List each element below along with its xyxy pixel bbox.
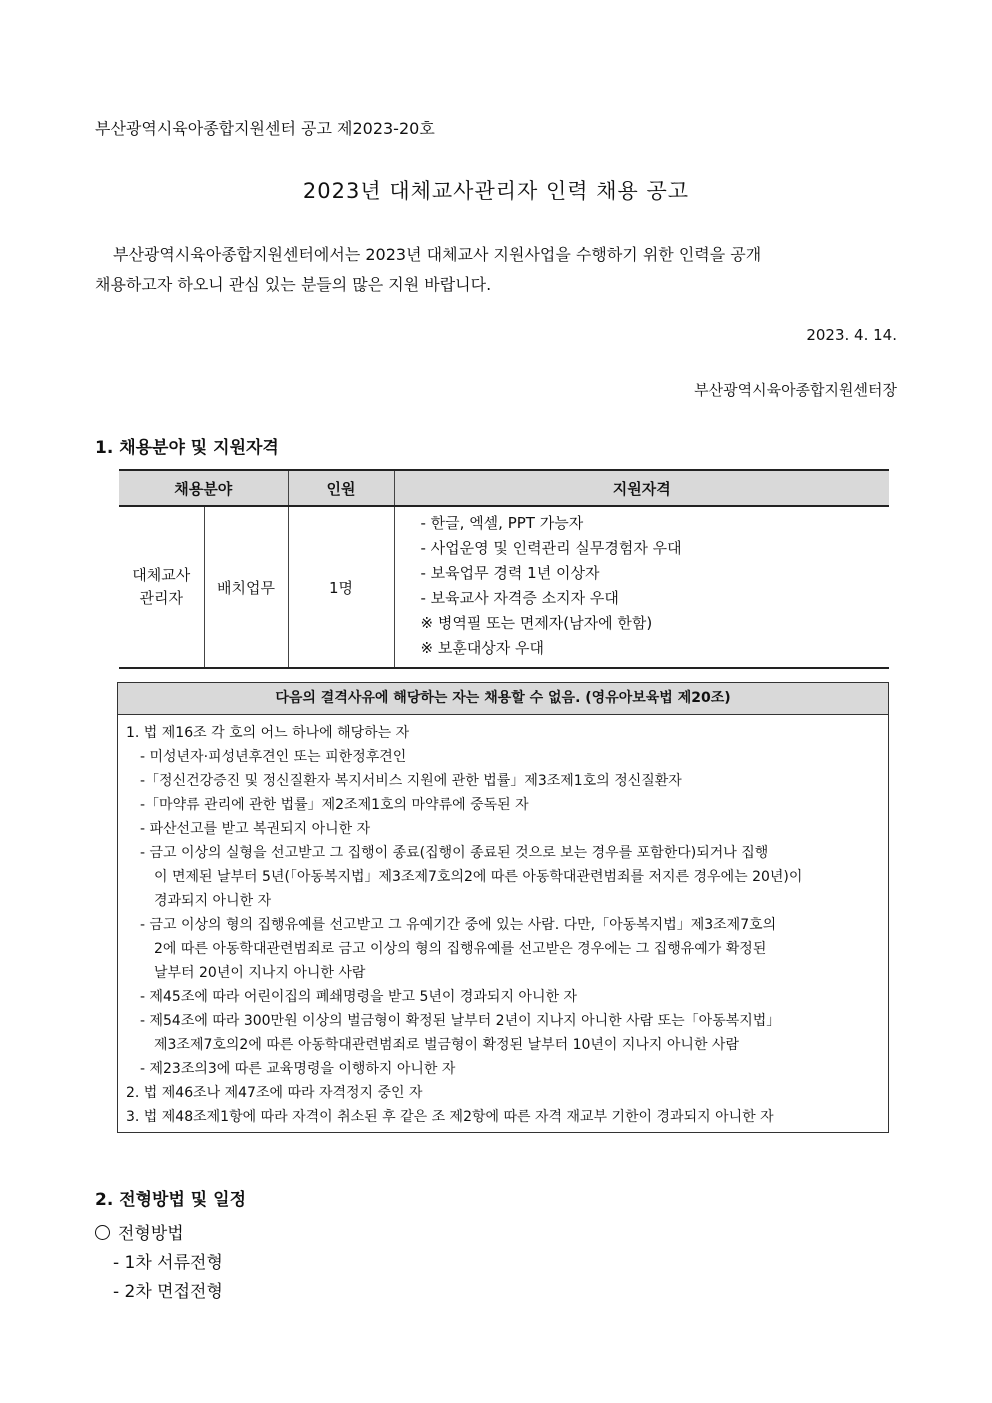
cell-field: 대체교사 관리자	[119, 506, 204, 668]
circle-bullet-icon	[95, 1225, 110, 1240]
list-item: - 금고 이상의 실형을 선고받고 그 집행이 종료(집행이 종료된 것으로 보는 경우를 포함한다)되거나 집행	[140, 845, 769, 861]
selection-method	[95, 1220, 223, 1307]
qualification-item: - 한글, 엑셀, PPT 가능자	[420, 514, 584, 532]
header-qualifications: 지원자격	[394, 470, 889, 506]
disqualification-header: 다음의 결격사유에 해당하는 자는 채용할 수 없음. (영유아보육법 제20조)	[118, 683, 888, 715]
section-2-title: 2. 전형방법 및 일정	[95, 1190, 246, 1210]
list-item: -「마약류 관리에 관한 법률」제2조제1호의 마약류에 중독된 자	[140, 797, 529, 813]
notice-number: 부산광역시육아종합지원센터 공고 제2023-20호	[95, 119, 435, 138]
method-heading	[95, 1220, 223, 1249]
table-header-row	[119, 470, 889, 506]
list-item: 제3조제7호의2에 따른 아동학대관련범죄로 벌금형이 확정된 날부터 10년이 지나지 아니한 사람	[154, 1037, 739, 1053]
section-1-title: 1. 채용분야 및 지원자격	[95, 438, 279, 458]
method-step: - 1차 서류전형	[113, 1253, 223, 1273]
qualification-item: ※ 병역필 또는 면제자(남자에 한함)	[420, 614, 653, 632]
notice-date: 2023. 4. 14.	[806, 326, 897, 344]
issuer: 부산광역시육아종합지원센터장	[694, 381, 897, 399]
disqualification-box	[117, 682, 889, 1133]
list-item: 경과되지 아니한 자	[154, 893, 272, 909]
list-item: - 파산선고를 받고 복권되지 아니한 자	[140, 821, 371, 837]
intro-line-1: 부산광역시육아종합지원센터에서는 2023년 대체교사 지원사업을 수행하기 위한 인력을 공개	[113, 245, 762, 264]
header-field: 채용분야	[119, 470, 288, 506]
list-item: - 제45조에 따라 어린이집의 폐쇄명령을 받고 5년이 경과되지 아니한 자	[140, 989, 577, 1005]
list-item: 2. 법 제46조나 제47조에 따라 자격정지 중인 자	[126, 1085, 423, 1101]
document-title: 2023년 대체교사관리자 인력 채용 공고	[302, 179, 690, 203]
cell-duty: 배치업무	[204, 506, 288, 668]
list-item: 2에 따른 아동학대관련범죄로 금고 이상의 형의 집행유예를 선고받은 경우에는 그 집행유예가 확정된	[154, 941, 767, 957]
list-item: 1. 법 제16조 각 호의 어느 하나에 해당하는 자	[126, 725, 410, 741]
list-item: 날부터 20년이 지나지 아니한 사람	[154, 965, 366, 981]
list-item: - 금고 이상의 형의 집행유예를 선고받고 그 유예기간 중에 있는 사람. 다만,「아동복지법」제3조제7호의	[140, 917, 777, 933]
list-item: - 제54조에 따라 300만원 이상의 벌금형이 확정된 날부터 2년이 지나지 아니한 사람 또는「아동복지법」	[140, 1013, 781, 1029]
qualification-item: ※ 보훈대상자 우대	[420, 639, 545, 657]
list-item: - 제23조의3에 따른 교육명령을 이행하지 아니한 자	[140, 1061, 456, 1077]
table-row	[119, 506, 889, 668]
qualification-item: - 사업운영 및 인력관리 실무경험자 우대	[420, 539, 682, 557]
header-count: 인원	[288, 470, 394, 506]
list-item: -「정신건강증진 및 정신질환자 복지서비스 지원에 관한 법률」제3조제1호의 정신질환자	[140, 773, 682, 789]
list-item: 3. 법 제48조제1항에 따라 자격이 취소된 후 같은 조 제2항에 따른 자격 재교부 기한이 경과되지 아니한 자	[126, 1109, 774, 1125]
cell-qualifications	[394, 506, 889, 668]
disqualification-list	[118, 715, 888, 1132]
qualification-item: - 보육업무 경력 1년 이상자	[420, 564, 600, 582]
cell-count: 1명	[288, 506, 394, 668]
list-item: - 미성년자·피성년후견인 또는 피한정후견인	[140, 749, 407, 765]
qualification-item: - 보육교사 자격증 소지자 우대	[420, 589, 619, 607]
intro-line-2: 채용하고자 하오니 관심 있는 분들의 많은 지원 바랍니다.	[95, 275, 492, 294]
list-item: 이 면제된 날부터 5년(「아동복지법」제3조제7호의2에 따른 아동학대관련범죄를 저지른 경우에는 20년)이	[154, 869, 803, 885]
intro-paragraph	[95, 240, 897, 300]
recruitment-table	[119, 469, 889, 669]
method-label: 전형방법	[118, 1224, 184, 1244]
method-step: - 2차 면접전형	[113, 1282, 223, 1302]
